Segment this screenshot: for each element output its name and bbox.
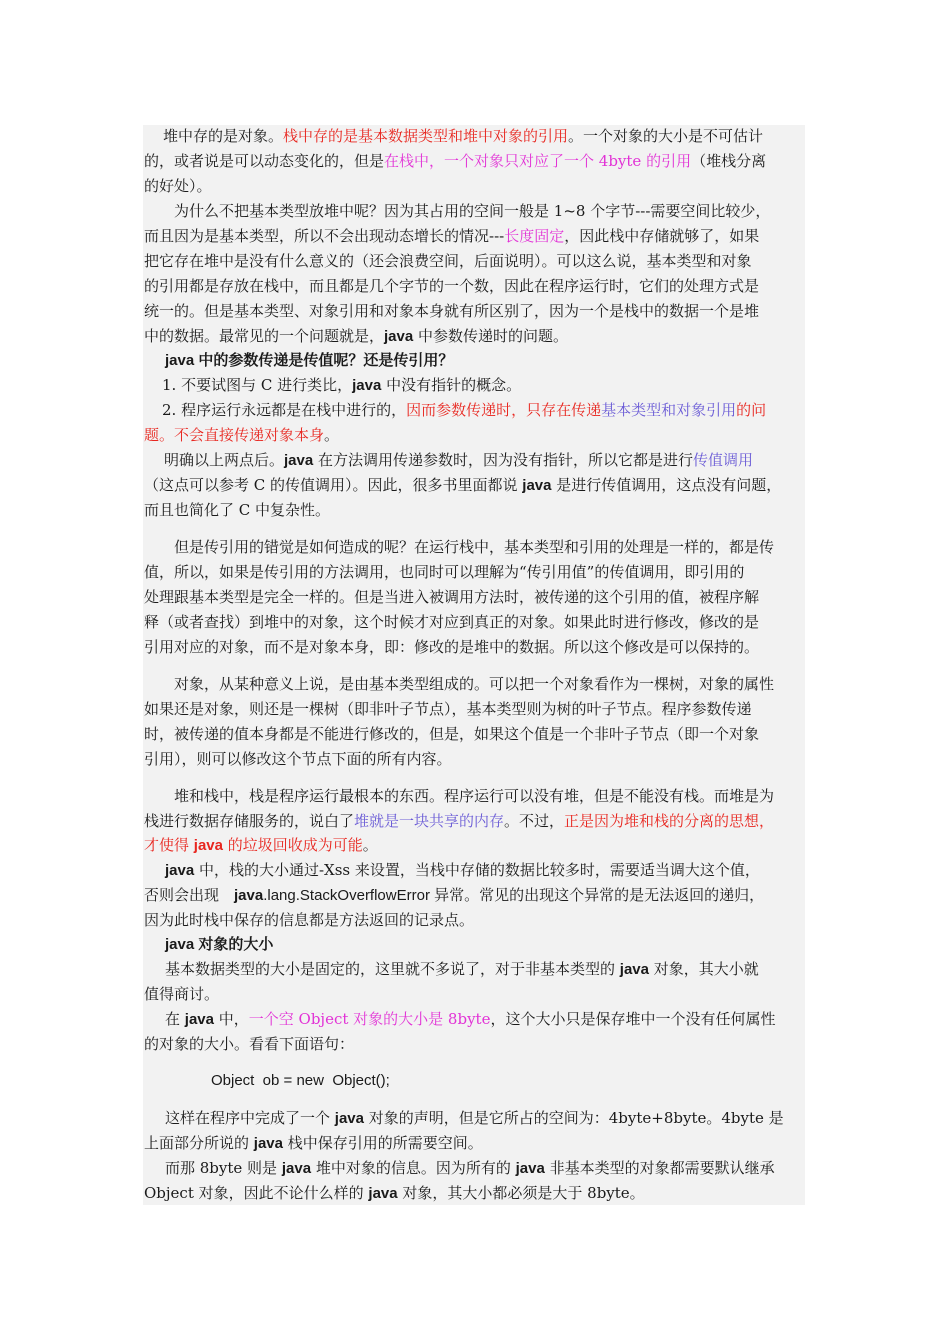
text-line: 引用），则可以修改这个节点下面的所有内容。 [144,750,452,768]
text-line: 如果还是对象，则还是一棵树（即非叶子节点），基本类型则为树的叶子节点。程序参数传递 [144,700,752,718]
text-line: 的，或者说是可以动态变化的，但是在栈中，一个对象只对应了一个 4byte 的引用（堆栈分离 [144,152,767,170]
text-line: 时，被传递的值本身都是不能进行修改的，但是，如果这个值是一个非叶子节点（即一个对象 [144,725,760,743]
text-line: 但是传引用的错觉是如何造成的呢？在运行栈中，基本类型和引用的处理是一样的，都是传 [144,538,775,556]
text-line: 因为此时栈中保存的信息都是方法返回的记录点。 [144,911,475,929]
text-line: 对象，从某种意义上说，是由基本类型组成的。可以把一个对象看作为一棵树，对象的属性 [144,675,775,693]
list-item: 2. 程序运行永远都是在栈中进行的，因而参数传递时，只存在传递基本类型和对象引用的问 [162,401,767,419]
text-line: Object 对象，因此不论什么样的 java 对象，其大小都必须是大于 8byte。 [144,1184,645,1202]
text-line: 上面部分所说的 java 栈中保存引用的所需要空间。 [144,1134,483,1152]
text-line: 的引用都是存放在栈中，而且都是几个字节的一个数，因此在程序运行时，它们的处理方式是 [144,277,760,295]
text-line: java 中，栈的大小通过-Xss 来设置，当栈中存储的数据比较多时，需要适当调大这个值， [165,861,760,879]
text-line: 释（或者查找）到堆中的对象，这个时候才对应到真正的对象。如果此时进行修改，修改的是 [144,613,760,631]
text-line: 题。不会直接传递对象本身。 [144,426,340,444]
text-line: 处理跟基本类型是完全一样的。但是当进入被调用方法时，被传递的这个引用的值，被程序解 [144,588,760,606]
text-line: 堆中存的是对象。栈中存的是基本数据类型和堆中对象的引用。一个对象的大小是不可估计 [148,127,764,145]
text-line: 而且也简化了 C 中复杂性。 [144,501,331,519]
text-line: 引用对应的对象，而不是对象本身，即：修改的是堆中的数据。所以这个修改是可以保持的。 [144,638,760,656]
text-line: 值，所以，如果是传引用的方法调用，也同时可以理解为“传引用值”的传值调用，即引用的 [144,563,745,581]
text-line: 值得商讨。 [144,985,220,1003]
text-line: 而那 8byte 则是 java 堆中对象的信息。因为所有的 java 非基本类型的对象都需要默认继承 [165,1159,775,1177]
section-heading: java 中的参数传递是传值呢？还是传引用？ [165,352,454,369]
code-line: Object ob = new Object(); [211,1072,390,1089]
text-line: 才使得 java 的垃圾回收成为可能。 [144,836,378,854]
text-line: 堆和栈中，栈是程序运行最根本的东西。程序运行可以没有堆，但是不能没有栈。而堆是为 [144,787,775,805]
text-line: （这点可以参考 C 的传值调用）。因此，很多书里面都说 java 是进行传值调用，这点没有问题， [144,476,782,494]
text-line: 而且因为是基本类型，所以不会出现动态增长的情况---长度固定，因此栈中存储就够了，如果 [144,227,760,245]
text-line: 在 java 中，一个空 Object 对象的大小是 8byte，这个大小只是保存堆中一个没有任何属性 [165,1010,776,1028]
text-line: 为什么不把基本类型放堆中呢？因为其占用的空间一般是 1~8 个字节---需要空间比较少， [144,202,771,220]
section-heading: java 对象的大小 [165,936,274,953]
text-line: 把它存在堆中是没有什么意义的（还会浪费空间，后面说明）。可以这么说，基本类型和对象 [144,252,752,270]
text-line: 统一的。但是基本类型、对象引用和对象本身就有所区别了，因为一个是栈中的数据一个是堆 [144,302,760,320]
text-line: 基本数据类型的大小是固定的，这里就不多说了，对于非基本类型的 java 对象，其大小就 [165,960,759,978]
text-line: 的对象的大小。看看下面语句： [144,1035,355,1053]
text-line: 明确以上两点后。java 在方法调用传递参数时，因为没有指针，所以它都是进行传值调用 [164,451,754,469]
text-line: 否则会出现 java.lang.StackOverflowError 异常。常见的出现这个异常的是无法返回的递归， [144,886,765,904]
list-item: 1. 不要试图与 C 进行类比，java 中没有指针的概念。 [162,376,522,394]
text-line: 这样在程序中完成了一个 java 对象的声明，但是它所占的空间为：4byte+8byte。4byte 是 [165,1109,784,1127]
text-line: 中的数据。最常见的一个问题就是，java 中参数传递时的问题。 [144,327,568,345]
text-line: 的好处）。 [144,177,212,195]
text-line: 栈进行数据存储服务的，说白了堆就是一块共享的内存。不过，正是因为堆和栈的分离的思想， [144,812,775,830]
